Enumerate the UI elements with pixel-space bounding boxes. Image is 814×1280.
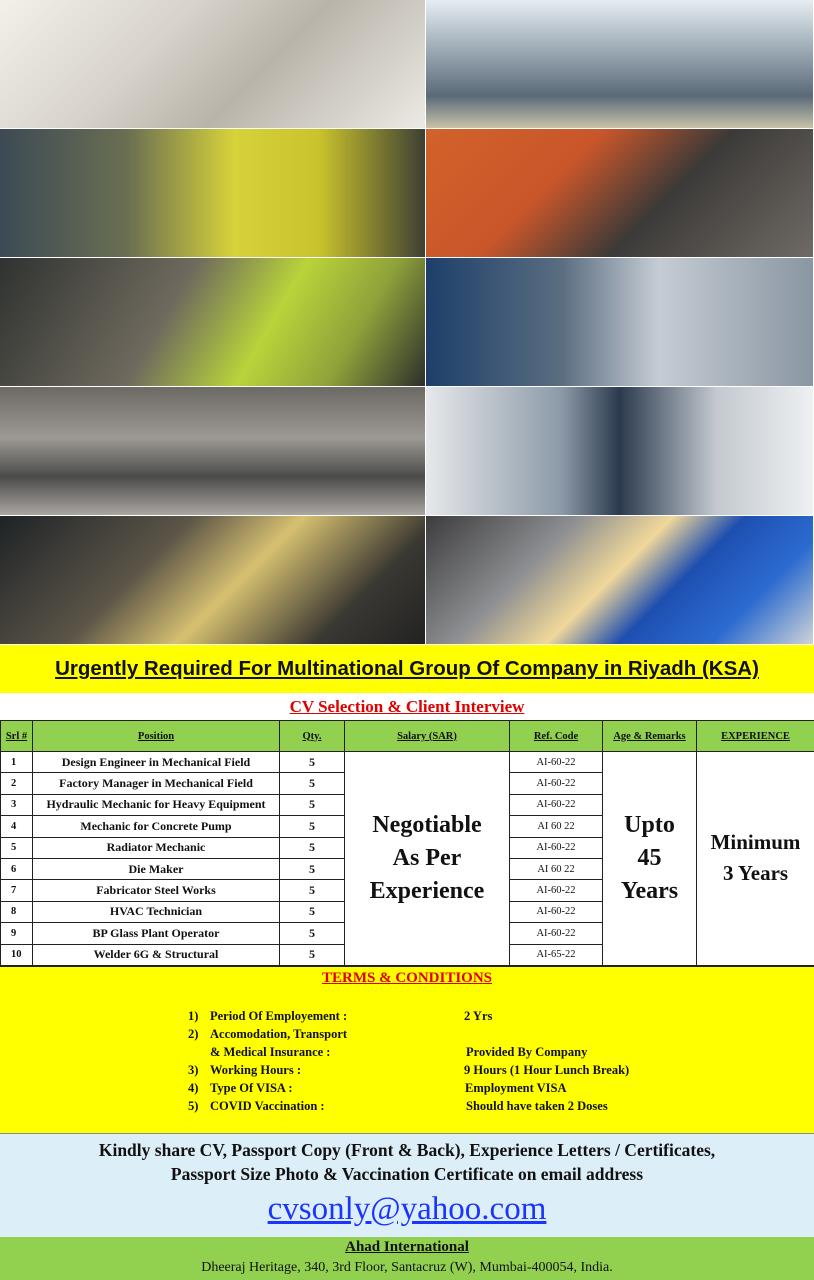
row-qty: 5 [280,773,345,794]
term-label-text: COVID Vaccination : [210,1099,325,1113]
subheading: CV Selection & Client Interview [289,697,525,716]
term-label [188,1009,347,1024]
header-salary: Salary (SAR) [345,721,510,752]
term-number: 1) [188,1009,199,1023]
row-srl: 10 [1,944,33,965]
row-qty: 5 [280,944,345,965]
header-srl: Srl # [1,721,33,752]
term-value: Should have taken 2 Doses [466,1099,608,1113]
salary-line: Experience [369,877,485,904]
row-position: BP Glass Plant Operator [33,923,280,944]
headline-title: Urgently Required For Multinational Group Of Company in Riyadh (KSA) [55,657,759,680]
term-value: 9 Hours (1 Hour Lunch Break) [464,1063,630,1077]
row-qty: 5 [280,858,345,879]
row-ref-code: AI-60-22 [510,837,603,858]
hydraulic-mechanic-photo [0,129,426,258]
positions-table [0,720,814,966]
engineer-drawing-photo [0,0,426,129]
steel-fabricator-photo [0,387,426,516]
row-srl: 2 [1,773,33,794]
age-cell [603,752,697,966]
row-position: Radiator Mechanic [33,837,280,858]
row-qty: 5 [280,816,345,837]
age-line: Years [620,877,679,904]
row-srl: 4 [1,816,33,837]
row-qty: 5 [280,901,345,922]
row-qty: 5 [280,794,345,815]
salary-cell [345,752,510,966]
company-name: Ahad International [345,1239,469,1255]
row-ref-code: AI-60-22 [510,752,603,773]
row-ref-code: AI 60 22 [510,816,603,837]
term-number: 4) [188,1081,199,1095]
terms-title: TERMS & CONDITIONS [321,970,493,986]
row-position: HVAC Technician [33,901,280,922]
header-age-remarks: Age & Remarks [603,721,697,752]
terms-section [0,966,814,1133]
term-label-text: Accomodation, Transport [210,1027,348,1041]
row-position: Design Engineer in Mechanical Field [33,752,280,773]
term-label [188,1045,330,1060]
hvac-technician-photo [426,387,814,516]
company-footer [0,1237,814,1280]
row-srl: 8 [1,901,33,922]
term-value: Provided By Company [466,1045,588,1059]
row-ref-code: AI-60-22 [510,880,603,901]
row-position: Factory Manager in Mechanical Field [33,773,280,794]
row-srl: 5 [1,837,33,858]
concrete-pump-mechanic-photo [426,129,814,258]
row-ref-code: AI-60-22 [510,794,603,815]
company-address: Dheeraj Heritage, 340, 3rd Floor, Santacruz (W), Mumbai-400054, India. [201,1260,613,1275]
row-position: Welder 6G & Structural [33,944,280,965]
die-maker-lathe-photo [426,258,814,387]
salary-line: As Per [392,844,462,871]
row-qty: 5 [280,837,345,858]
term-label [188,1099,325,1114]
instructions-line: Kindly share CV, Passport Copy (Front & Back), Experience Letters / Certificates, [98,1140,716,1160]
row-ref-code: AI-60-22 [510,923,603,944]
row-qty: 5 [280,752,345,773]
headline-banner [0,645,814,693]
age-line: 45 [637,844,662,871]
row-position: Fabricator Steel Works [33,880,280,901]
age-line: Upto [624,811,675,838]
term-label [188,1081,293,1096]
term-value: Employment VISA [465,1081,567,1095]
term-number: 2) [188,1027,199,1041]
row-srl: 7 [1,880,33,901]
salary-line: Negotiable [372,811,482,838]
row-position: Mechanic for Concrete Pump [33,816,280,837]
header-position: Position [33,721,280,752]
term-label-text: Type Of VISA : [210,1081,293,1095]
row-ref-code: AI 60 22 [510,858,603,879]
term-label [188,1027,347,1042]
row-position: Hydraulic Mechanic for Heavy Equipment [33,794,280,815]
row-srl: 6 [1,858,33,879]
header-experience: EXPERIENCE [697,721,814,752]
term-number: 5) [188,1099,199,1113]
header-qty: Qty. [280,721,345,752]
row-srl: 3 [1,794,33,815]
row-ref-code: AI-60-22 [510,901,603,922]
row-position: Die Maker [33,858,280,879]
email-link[interactable]: cvsonly@yahoo.com [267,1191,547,1227]
row-srl: 1 [1,752,33,773]
term-label [188,1063,301,1078]
welder-photo [426,516,814,645]
row-qty: 5 [280,923,345,944]
row-ref-code: AI-60-22 [510,773,603,794]
experience-line: Minimum [710,830,801,855]
row-ref-code: AI-65-22 [510,944,603,965]
subheading-bar [0,694,814,720]
glass-plant-operator-photo [0,516,426,645]
instructions-line: Passport Size Photo & Vaccination Certificate on email address [170,1164,644,1184]
experience-cell [697,752,814,966]
radiator-mechanic-photo [0,258,426,387]
term-label-text: & Medical Insurance : [210,1045,331,1059]
table-header-row [1,721,814,752]
term-label-text: Period Of Employement : [210,1009,348,1023]
experience-line: 3 Years [722,861,789,886]
row-srl: 9 [1,923,33,944]
term-label-text: Working Hours : [210,1063,301,1077]
factory-workers-photo [426,0,814,129]
term-number: 3) [188,1063,199,1077]
table-row [1,752,814,773]
row-qty: 5 [280,880,345,901]
header-ref-code: Ref. Code [510,721,603,752]
term-value: 2 Yrs [464,1009,493,1023]
